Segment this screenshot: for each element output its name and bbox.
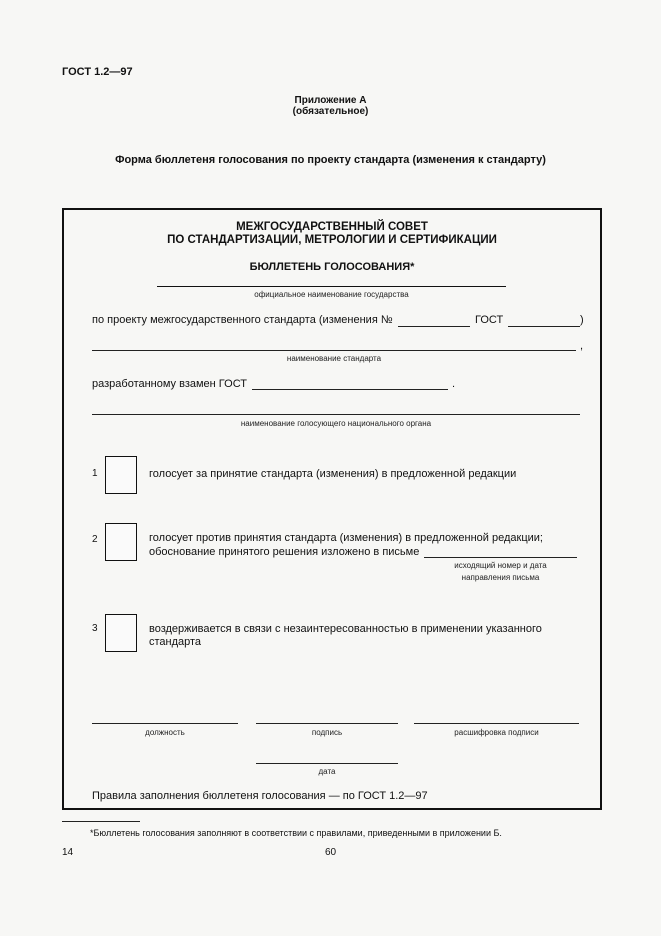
state-name-caption: официальное наименование государства bbox=[254, 290, 409, 299]
signature-caption: подпись bbox=[311, 728, 343, 737]
date-caption: дата bbox=[318, 767, 336, 776]
decoding-field[interactable] bbox=[414, 723, 579, 724]
option-1-checkbox[interactable] bbox=[105, 456, 137, 494]
rules-text: Правила заполнения бюллетеня голосования — по ГОСТ 1.2—97 bbox=[92, 790, 428, 802]
voting-body-caption: наименование голосующего национального органа bbox=[240, 419, 432, 428]
gost-number-field[interactable] bbox=[508, 326, 580, 327]
appendix-note: (обязательное) bbox=[292, 106, 369, 117]
page-number-left: 14 bbox=[62, 847, 74, 858]
decoding-caption: расшифровка подписи bbox=[454, 728, 539, 737]
option-3-text-2: стандарта bbox=[149, 636, 202, 648]
standard-name-caption: наименование стандарта bbox=[286, 354, 382, 363]
footnote-text: *Бюллетень голосования заполняют в соответствии с правилами, приведенными в приложении Б. bbox=[90, 828, 502, 838]
standard-name-field[interactable] bbox=[92, 350, 576, 351]
document-code: ГОСТ 1.2—97 bbox=[62, 66, 133, 78]
appendix-title: Приложение А bbox=[294, 95, 367, 106]
ballot-title: БЮЛЛЕТЕНЬ ГОЛОСОВАНИЯ* bbox=[249, 261, 415, 273]
state-name-field[interactable] bbox=[157, 286, 506, 287]
period: . bbox=[452, 378, 456, 390]
footnote-divider bbox=[62, 821, 140, 822]
option-2-checkbox[interactable] bbox=[105, 523, 137, 561]
option-2-text-2: обоснование принятого решения изложено в письме bbox=[149, 546, 420, 558]
position-field[interactable] bbox=[92, 723, 238, 724]
signature-field[interactable] bbox=[256, 723, 398, 724]
option-2-number: 2 bbox=[92, 534, 98, 545]
option-2-text: голосует против принятия стандарта (изменения) в предложенной редакции; bbox=[149, 532, 543, 544]
option-1-number: 1 bbox=[92, 468, 98, 479]
close-paren: ) bbox=[580, 314, 584, 326]
letter-caption-1: исходящий номер и дата bbox=[454, 561, 547, 570]
replaced-gost-field[interactable] bbox=[252, 389, 448, 390]
option-3-text: воздерживается в связи с незаинтересованностью в применении указанного bbox=[149, 623, 542, 635]
letter-reference-field[interactable] bbox=[424, 557, 577, 558]
project-prefix: по проекту межгосударственного стандарта (изменения № bbox=[92, 314, 393, 326]
council-line-2: ПО СТАНДАРТИЗАЦИИ, МЕТРОЛОГИИ И СЕРТИФИКАЦИИ bbox=[167, 234, 497, 246]
option-3-checkbox[interactable] bbox=[105, 614, 137, 652]
gost-label: ГОСТ bbox=[475, 314, 504, 326]
date-field[interactable] bbox=[256, 763, 398, 764]
option-1-text: голосует за принятие стандарта (изменения) в предложенной редакции bbox=[149, 468, 517, 480]
letter-caption-2: направления письма bbox=[461, 573, 540, 582]
form-title: Форма бюллетеня голосования по проекту стандарта (изменения к стандарту) bbox=[115, 154, 546, 166]
voting-body-field[interactable] bbox=[92, 414, 580, 415]
council-line-1: МЕЖГОСУДАРСТВЕННЫЙ СОВЕТ bbox=[236, 221, 428, 233]
comma: , bbox=[580, 340, 584, 352]
position-caption: должность bbox=[145, 728, 185, 737]
change-number-field[interactable] bbox=[398, 326, 470, 327]
option-3-number: 3 bbox=[92, 623, 98, 634]
developed-text: разработанному взамен ГОСТ bbox=[92, 378, 247, 390]
page-number-center: 60 bbox=[324, 847, 337, 858]
